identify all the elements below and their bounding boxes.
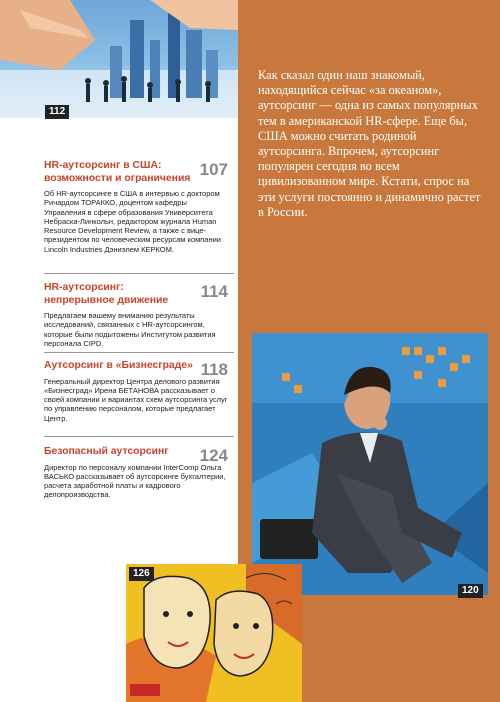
toc-divider xyxy=(44,273,234,274)
toc-entry[interactable] xyxy=(44,160,230,254)
intro-text-block xyxy=(258,68,486,220)
toc-title[interactable]: HR-аутсорсинг в США: возможности и ограничения xyxy=(44,160,191,184)
toc-page-number: 124 xyxy=(199,446,228,465)
page-number-badge: 120 xyxy=(458,584,483,598)
toc-description: Директор по персоналу компании InterComp Ольга ВАСЬКО рассказывает об аутсорсинге бухгалтерии, расчета заработной платы и кадрового делопроизводства. xyxy=(44,462,226,500)
faces-illustration xyxy=(126,564,302,702)
toc-description: Предлагаем вашему вниманию результаты исследований, связанных с HR-аутсорсингом, которые были подытожены Институтом развития персонала CIPD. xyxy=(44,311,216,348)
toc-description: Об HR-аутсорсинге в США в интервью с доктором Ричардом ТОРАККО, доцентом кафедры Управления в сфере образования Университета Небраска-Линкольн, редактором журнала Human Resource Development Review, а также с вице-президентом по человеческим ресурсам компании Lincoln Industries Дэниэлем КЕРКОМ. xyxy=(44,189,221,254)
toc-title[interactable]: Безопасный аутсорсинг xyxy=(44,446,169,457)
toc-page-number: 107 xyxy=(199,160,228,179)
page-number-badge: 126 xyxy=(129,567,154,581)
toc-page-number: 114 xyxy=(200,282,228,301)
bottom-artwork xyxy=(126,564,302,702)
toc-entry[interactable] xyxy=(44,282,230,348)
toc-page-number: 118 xyxy=(200,360,228,379)
toc-divider xyxy=(44,352,234,353)
intro-paragraph: Как сказал один наш знакомый, находящийся сейчас «за океаном», аутсорсинг — одна из самых популярных тем в американской HR-сфере. Еще бы, США можно считать родиной аутсорсинга. Впрочем, аутсорсинг популярен сегодня во всем цивилизованном мире. Кстати, спрос на эти услуги постоянно и динамично растет в России. xyxy=(258,68,481,219)
top-illustration xyxy=(0,0,238,118)
toc-description: Генеральный директор Центра делового развития «Бизнесград» Ирена БЕТАНОВА рассказывает о своей компании и вариантах схем аутсорсинга услуг по управлению персоналом, которые предлагает Центр. xyxy=(44,376,228,423)
page-number-badge: 112 xyxy=(45,105,69,119)
toc-title[interactable]: HR-аутсорсинг: непрерывное движение xyxy=(44,282,169,306)
toc-entry[interactable] xyxy=(44,446,230,500)
toc-entry[interactable] xyxy=(44,360,230,423)
city-hands-illustration xyxy=(0,0,238,118)
toc-divider xyxy=(44,436,234,437)
toc-title[interactable]: Аутсорсинг в «Бизнесграде» xyxy=(44,360,193,371)
businessman-illustration xyxy=(252,333,488,595)
businessman-photo xyxy=(252,333,488,595)
